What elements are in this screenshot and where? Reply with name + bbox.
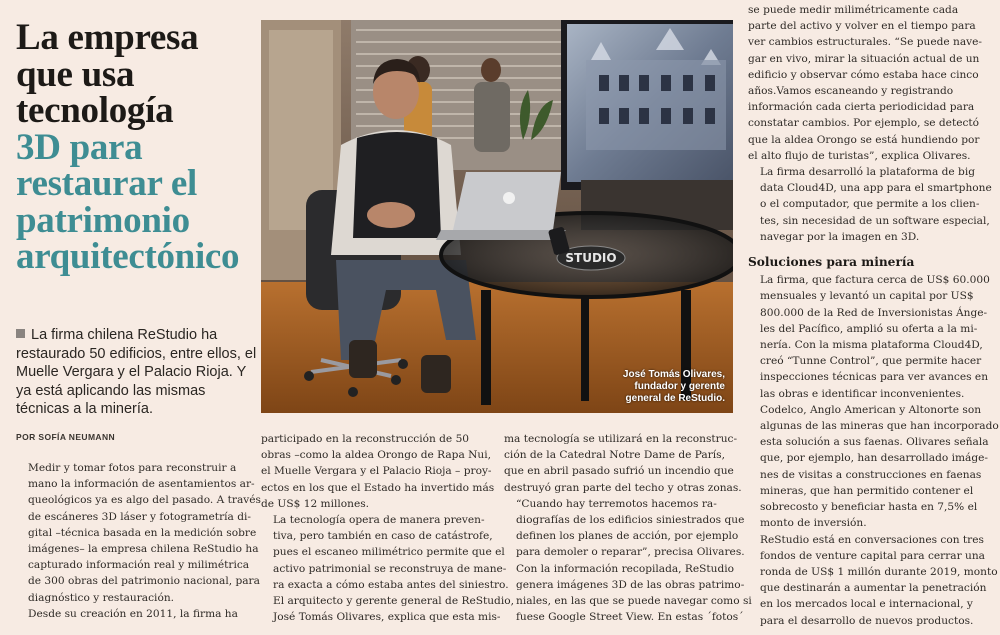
- text-line: ción de la Catedral Notre Dame de París,: [504, 449, 725, 462]
- text-line: imágenes– la empresa chilena ReStudio ha: [28, 543, 259, 556]
- text-line: ver cambios estructurales. “Se puede nave-: [748, 36, 982, 49]
- text-line: para demoler o reparar”, precisa Olivares.: [516, 546, 745, 559]
- headline-line-3: tecnología: [16, 90, 174, 131]
- text-line: “Cuando hay terremotos hacemos ra-: [516, 497, 717, 510]
- text-line: capturado información real y milimétrica: [28, 559, 250, 572]
- text-line: que, por ejemplo, han desarrollado imáge-: [760, 452, 988, 465]
- body-column-2: [261, 431, 514, 625]
- text-line: Codelco, Anglo American y Altonorte son: [760, 403, 982, 416]
- text-line: definen los planes de acción, por ejemplo: [516, 530, 739, 543]
- text-line: esta solución a sus faenas. Olivares señala: [760, 436, 989, 449]
- paragraph: [748, 532, 998, 629]
- headline-line-7: arquitectónico: [16, 236, 240, 277]
- paragraph: [748, 402, 999, 532]
- deck-text: La firma chilena ReStudio ha restaurado 50 edificios, entre ellos, el Muelle Vergara y el Palacio Rioja. Y ya está aplicando las mismas técnicas a la minería.: [16, 327, 257, 418]
- paragraph: [748, 2, 986, 164]
- text-line: constatar cambios. Por ejemplo, se detectó: [748, 117, 980, 130]
- article-photo: [261, 20, 733, 413]
- text-line: en los mercados local e internacional, y: [760, 598, 973, 611]
- text-line: diografías de los edificios siniestrados que: [516, 514, 745, 527]
- office-photo-illustration: [261, 20, 733, 413]
- table-logo-text: STUDIO: [565, 251, 617, 265]
- paragraph: [748, 272, 990, 402]
- text-line: creó “Tunne Control”, que permite hacer: [760, 355, 982, 368]
- text-line: diagnóstico y restauración.: [28, 591, 175, 604]
- text-line: El arquitecto y gerente general de ReStudio,: [273, 595, 514, 608]
- paragraph: [261, 512, 514, 625]
- paragraph: [504, 496, 745, 561]
- text-line: mano la información de asentamientos ar-: [28, 478, 255, 491]
- text-line: pues el escaneo milimétrico permite que el: [273, 546, 505, 559]
- text-line: La firma desarrolló la plataforma de big: [760, 166, 975, 179]
- text-line: que la aldea Orongo se está hundiendo por: [748, 133, 980, 146]
- paragraph: [504, 431, 742, 496]
- caption-line: general de ReStudio.: [625, 393, 725, 404]
- headline-line-6: patrimonio: [16, 199, 190, 241]
- deck: [16, 326, 258, 419]
- square-bullet-icon: [16, 329, 25, 338]
- laptop-logo-icon: [503, 192, 515, 204]
- text-line: niales, en las que se puede navegar como si: [516, 595, 752, 608]
- headline-line-2: que usa: [16, 53, 135, 95]
- paragraph: [16, 606, 252, 622]
- body-column-1: [16, 460, 261, 622]
- text-line: tes, sin necesidad de un software especial,: [760, 214, 990, 227]
- text-line: Desde su creación en 2011, la firma ha: [28, 607, 238, 620]
- text-line: las obras e identificar inconvenientes.: [760, 387, 965, 400]
- text-line: les del Pacífico, amplió su oferta a la mi-: [760, 322, 978, 335]
- text-line: parte del activo y volver en el tiempo para: [748, 20, 976, 33]
- text-line: Con la información recopilada, ReStudio: [516, 562, 735, 575]
- text-line: información cada cierta periodicidad para: [748, 101, 975, 114]
- text-line: nes de visitas a construcciones en faenas: [760, 468, 982, 481]
- text-line: navegar por la imagen en 3D.: [760, 230, 920, 243]
- headline: [16, 17, 284, 277]
- text-line: fuese Google Street View. En estas ´fotos´: [516, 611, 744, 624]
- text-line: el alto flujo de turistas”, explica Olivares.: [748, 149, 971, 162]
- body-column-3: [504, 431, 752, 625]
- text-line: José Tomás Olivares, explica que esta mis-: [273, 611, 501, 624]
- text-line: se puede medir milimétricamente cada: [748, 4, 959, 16]
- text-line: nería. Con la misma plataforma Cloud4D,: [760, 339, 983, 352]
- text-line: gital –técnica basada en la medición sobre: [28, 526, 257, 539]
- text-line: obras –como la aldea Orongo de Rapa Nui,: [261, 449, 491, 462]
- text-line: destruyó gran parte del techo y otras zonas.: [504, 481, 742, 494]
- paragraph: [261, 431, 495, 512]
- byline: POR SOFÍA NEUMANN: [16, 432, 116, 442]
- text-line: años.Vamos escaneando y registrando: [748, 85, 954, 98]
- text-line: algunas de las mineras que han incorporado: [760, 420, 999, 433]
- text-line: ronda de US$ 1 millón durante 2019, monto: [760, 565, 998, 578]
- text-line: para el desarrollo de nuevos productos.: [760, 614, 974, 627]
- body-column-4: [748, 2, 999, 629]
- text-line: o el computador, que permite a los clien-: [760, 198, 980, 211]
- text-line: mensuales y levantó un capital por US$: [760, 290, 974, 303]
- text-line: de 300 obras del patrimonio nacional, para: [28, 575, 260, 588]
- text-line: ectos en los que el Estado ha invertido más: [261, 481, 495, 494]
- text-line: el Muelle Vergara y el Palacio Rioja – proy-: [261, 465, 492, 478]
- text-line: edificio y observar cómo estaba hace cinco: [748, 68, 979, 81]
- text-line: sobrecosto y beneficiar hasta en 7,5% el: [760, 501, 978, 514]
- text-line: que destinarán a aumentar la penetración: [760, 582, 987, 595]
- text-line: gar en vivo, mirar la situación actual de un: [748, 52, 980, 65]
- text-line: que en abril pasado sufrió un incendio que: [504, 465, 734, 478]
- text-line: inspecciones técnicas para ver avances en: [760, 371, 989, 384]
- caption-line: José Tomás Olivares,: [622, 369, 725, 380]
- headline-line-4: 3D para: [16, 126, 143, 168]
- text-line: genera imágenes 3D de las obras patrimo-: [516, 578, 745, 591]
- caption-line: fundador y gerente: [634, 381, 725, 392]
- text-line: de US$ 12 millones.: [261, 497, 370, 510]
- photo-caption: [623, 369, 725, 405]
- paragraph: [504, 561, 752, 626]
- text-line: tiva, pero también en caso de catástrofe,: [273, 530, 493, 543]
- text-line: mineras, que han permitido contener el: [760, 484, 974, 497]
- section-subhead: Soluciones para minería: [748, 255, 915, 270]
- text-line: queológicos ya es algo del pasado. A través: [28, 494, 261, 507]
- text-line: La firma, que factura cerca de US$ 60.000: [760, 274, 990, 287]
- text-line: ReStudio está en conversaciones con tres: [760, 533, 984, 546]
- text-line: monto de inversión.: [760, 517, 867, 530]
- text-line: data Cloud4D, una app para el smartphone: [760, 182, 992, 195]
- text-line: fondos de venture capital para cerrar una: [760, 549, 985, 562]
- text-line: ra exacta a cómo estaba antes del siniestro.: [273, 578, 509, 591]
- paragraph: [16, 460, 261, 606]
- text-line: ma tecnología se utilizará en la reconstruc-: [504, 433, 738, 445]
- text-line: activo patrimonial se reconstruya de mane-: [273, 562, 507, 575]
- text-line: La tecnología opera de manera preven-: [273, 514, 485, 527]
- text-line: participado en la reconstrucción de 50: [261, 433, 470, 445]
- text-line: Medir y tomar fotos para reconstruir a: [28, 462, 237, 474]
- headline-line-1: La empresa: [16, 17, 199, 58]
- headline-line-5: restaurar el: [16, 163, 198, 204]
- text-line: de escáneres 3D láser y fotogrametría di-: [28, 510, 251, 523]
- text-line: 800.000 de la Red de Inversionistas Ánge-: [760, 306, 988, 319]
- paragraph: [748, 164, 992, 245]
